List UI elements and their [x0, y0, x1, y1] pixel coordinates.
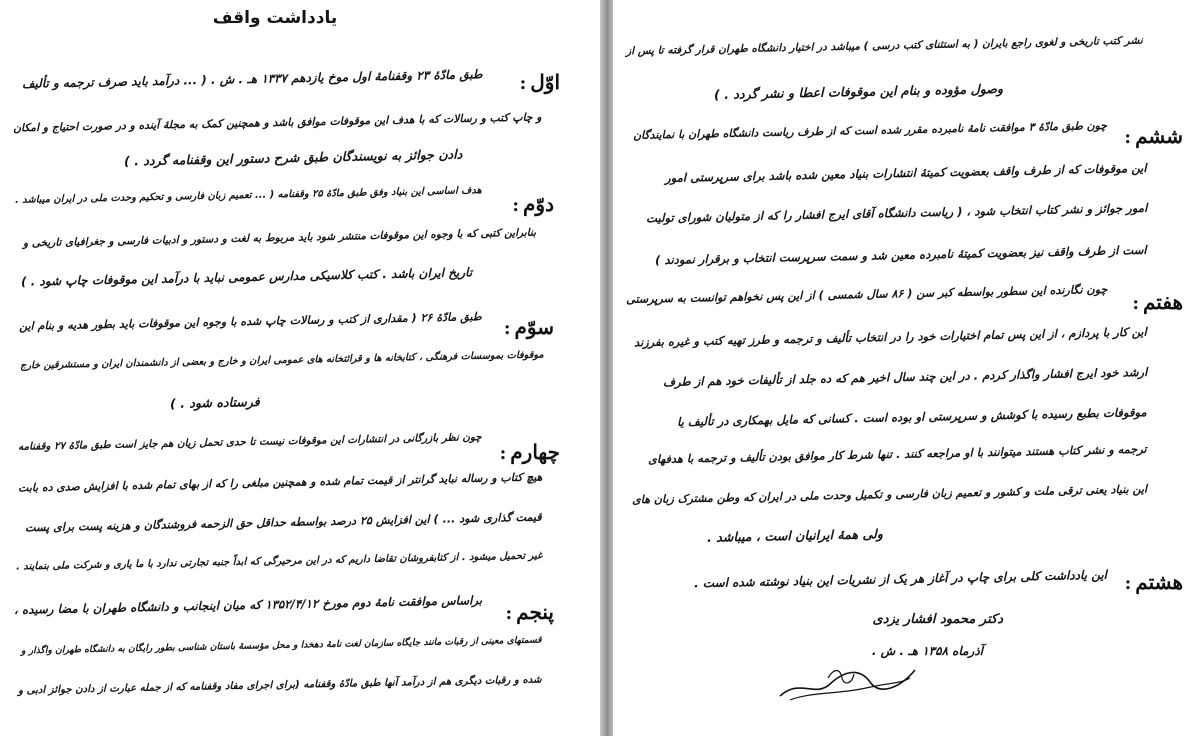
section-6-line-1: چون طبق مادّهٔ ۳ موافقت نامهٔ نامبرده مقرر شده است که از طرف ریاست دانشگاه طهران با نمایندگان — [632, 119, 1108, 142]
section-7-line-7: ولی همهٔ ایرانیان است ، میباشد . — [707, 526, 884, 545]
left-page — [0, 0, 600, 736]
section-7-line-6: این بنیاد یعنی ترقی ملت و کشور و تعمیم زبان فارسی و تکمیل وحدت ملی در ایران که وطن مشترک زبان های — [631, 482, 1148, 507]
page-title: یادداشت واقف — [212, 8, 338, 28]
section-7-line-2: این کار با پردازم ، از این پس تمام اختیارات خود را در انتخاب تألیف و ترجمه و طرز تهیه کتب و غیره بفرزند — [634, 324, 1148, 350]
section-5-line-3: شده و رقبات دیگری هم از درآمد آنها طبق مادّهٔ وقفنامه (برای اجرای مفاد وقفنامه که از جمله عبارت از دادن جوائز ادبی و — [18, 674, 543, 697]
section-label-6: ششم: — [1124, 124, 1183, 148]
section-label-2: دوّم: — [512, 192, 554, 216]
section-3-line-1: طبق مادّهٔ ۲۶ ( مقداری از کتب و رسالات چاپ شده با وجوه این موقوفات باید بطور هدیه و بنام این — [19, 310, 483, 333]
signature-date: آذرماه ۱۳۵۸ هـ . ش . — [871, 644, 983, 658]
section-2-line-2: بنابراین کتبی که با وجوه این موقوفات منتشر شود باید مربوط به لغت و دستور و ادبیات فارسی و جغرافیای تاریخی و — [22, 226, 537, 250]
section-label-4: چهارم: — [499, 440, 560, 464]
section-5-line-2: قسمتهای معینی از رقبات مانند جایگاه سازمان لغت نامهٔ دهخدا و محل مؤسسهٔ باستان شناسی بطور رایگان به دانشگاه طهران واگذار و — [21, 634, 543, 657]
section-7-line-3: ارشد خود ایرج افشار واگذار کردم . در این چند سال اخیر هم که ده جلد از تألیفات خود هم از طرف — [662, 364, 1148, 390]
section-6-line-2: این موقوفات که از طرف واقف بعضویت کمیتهٔ انتشارات بنیاد معین شده باشد برای سرپرستی امور — [665, 160, 1148, 186]
section-8-line-1: این یادداشت کلی برای چاپ در آغاز هر یک از نشریات این بنیاد نوشته شده است . — [693, 567, 1108, 591]
section-1-line-2: و چاپ کتب و رسالات که با هدف این موقوفات موافق باشد و همچنین کمک به مجلهٔ آینده و در صورت احتیاج و امکان — [13, 110, 543, 135]
section-label-7: هفتم: — [1132, 290, 1183, 314]
section-7-line-1: چون نگارنده این سطور بواسطه کبر سن ( ۸۶ سال شمسی ) از این پس نخواهم توانست به سرپرستی — [625, 282, 1108, 307]
section-3-line-3: فرستاده شود . ) — [170, 394, 261, 411]
section-label-1: اوّل: — [519, 70, 560, 94]
section-2-line-3: تاریخ ایران باشد . کتب کلاسیکی مدارس عمومی نباید با درآمد این موقوفات چاپ شود . ) — [20, 265, 473, 289]
section-5-line-1: براساس موافقت نامهٔ دوم مورخ ۱۳۵۲/۴/۱۲ که میان اینجانب و دانشگاه طهران با مضا رسیده ، — [13, 593, 483, 617]
right-top-line-2: وصول مؤوده و بنام این موقوفات اعطا و نشر گردد . ) — [713, 80, 1004, 103]
section-1-line-3: دادن جوائز به نویسندگان طبق شرح دستور این وقفنامه گردد . ) — [123, 146, 463, 169]
section-label-5: پنجم: — [505, 600, 554, 624]
right-page — [613, 0, 1203, 736]
section-2-line-1: هدف اساسی این بنیاد وفق طبق مادّهٔ ۲۵ وقفنامه ( ... تعمیم زبان فارسی و تحکیم وحدت ملی در ایران میباشد . — [15, 185, 483, 206]
section-7-line-5: ترجمه و نشر کتاب هستند میتوانند با او مراجعه کنند . تنها شرط کار موافق بودن تألیف و ترجمه با هدفهای — [648, 442, 1148, 467]
section-7-line-4: موقوفات بطبع رسیده با کوشش و سرپرستی او بوده است . کسانی که مایل بهمکاری در تألیف یا — [677, 405, 1148, 429]
section-6-line-3: امور جوائز و نشر کتاب انتخاب شود ، ( ریاست دانشگاه آقای ایرج افشار را که از متولیان شورای تولیت — [645, 200, 1148, 226]
section-4-line-3: قیمت گذاری شود ... ) این افزایش ۲۵ درصد بواسطه حداقل حق الزحمه فروشندگان و هزینه پست برای پست — [25, 510, 543, 535]
section-3-line-2: موقوفات بموسسات فرهنگی ، کتابخانه ها و قرائتخانه های عمومی ایران و خارج و بعضی از دانشمندان ایران و مستشرقین خارج — [20, 349, 545, 372]
section-label-3: سوّم: — [503, 315, 554, 339]
handwritten-signature — [770, 648, 920, 708]
page-gutter — [600, 0, 613, 736]
section-1-line-1: طبق مادّهٔ ۲۳ وقفنامهٔ اول موخ یازدهم ۱۳۳۷ هـ . ش . ( ... درآمد باید صرف ترجمه و تألیف — [21, 67, 483, 91]
section-4-line-4: غیر تحمیل میشود . از کتابفروشان تقاضا داریم که در این مرحیرگی که ابداً جنبه تجارتی ندارد با ما یاری و شرکت ملی بنمایند . — [15, 550, 543, 573]
section-6-line-4: است از طرف واقف نیز بعضویت کمیتهٔ نامبرده معین شد و سمت سرپرست انتخاب و برقرار نمودند ) — [655, 242, 1148, 268]
author-name: دکتر محمود افشار یزدی — [872, 612, 1003, 627]
section-label-8: هشتم: — [1124, 570, 1183, 594]
right-top-line-1: نشر کتب تاریخی و لغوی راجع بایران ( به استثنای کتب درسی ) میباشد در اختیار دانشگاه طهران قرار گرفته تا پس از — [626, 34, 1144, 58]
section-4-line-1: چون نظر بازرگانی در انتشارات این موقوفات نیست تا حدی تحمل زیان هم جایز است طبق مادّهٔ ۲۷ وقفنامه — [18, 431, 483, 453]
section-4-line-2: هیچ کتاب و رساله نباید گرانتر از قیمت تمام شده و همچنین مبلغی را که از بهای تمام شده با افزایش صدی ده بابت — [17, 470, 543, 495]
